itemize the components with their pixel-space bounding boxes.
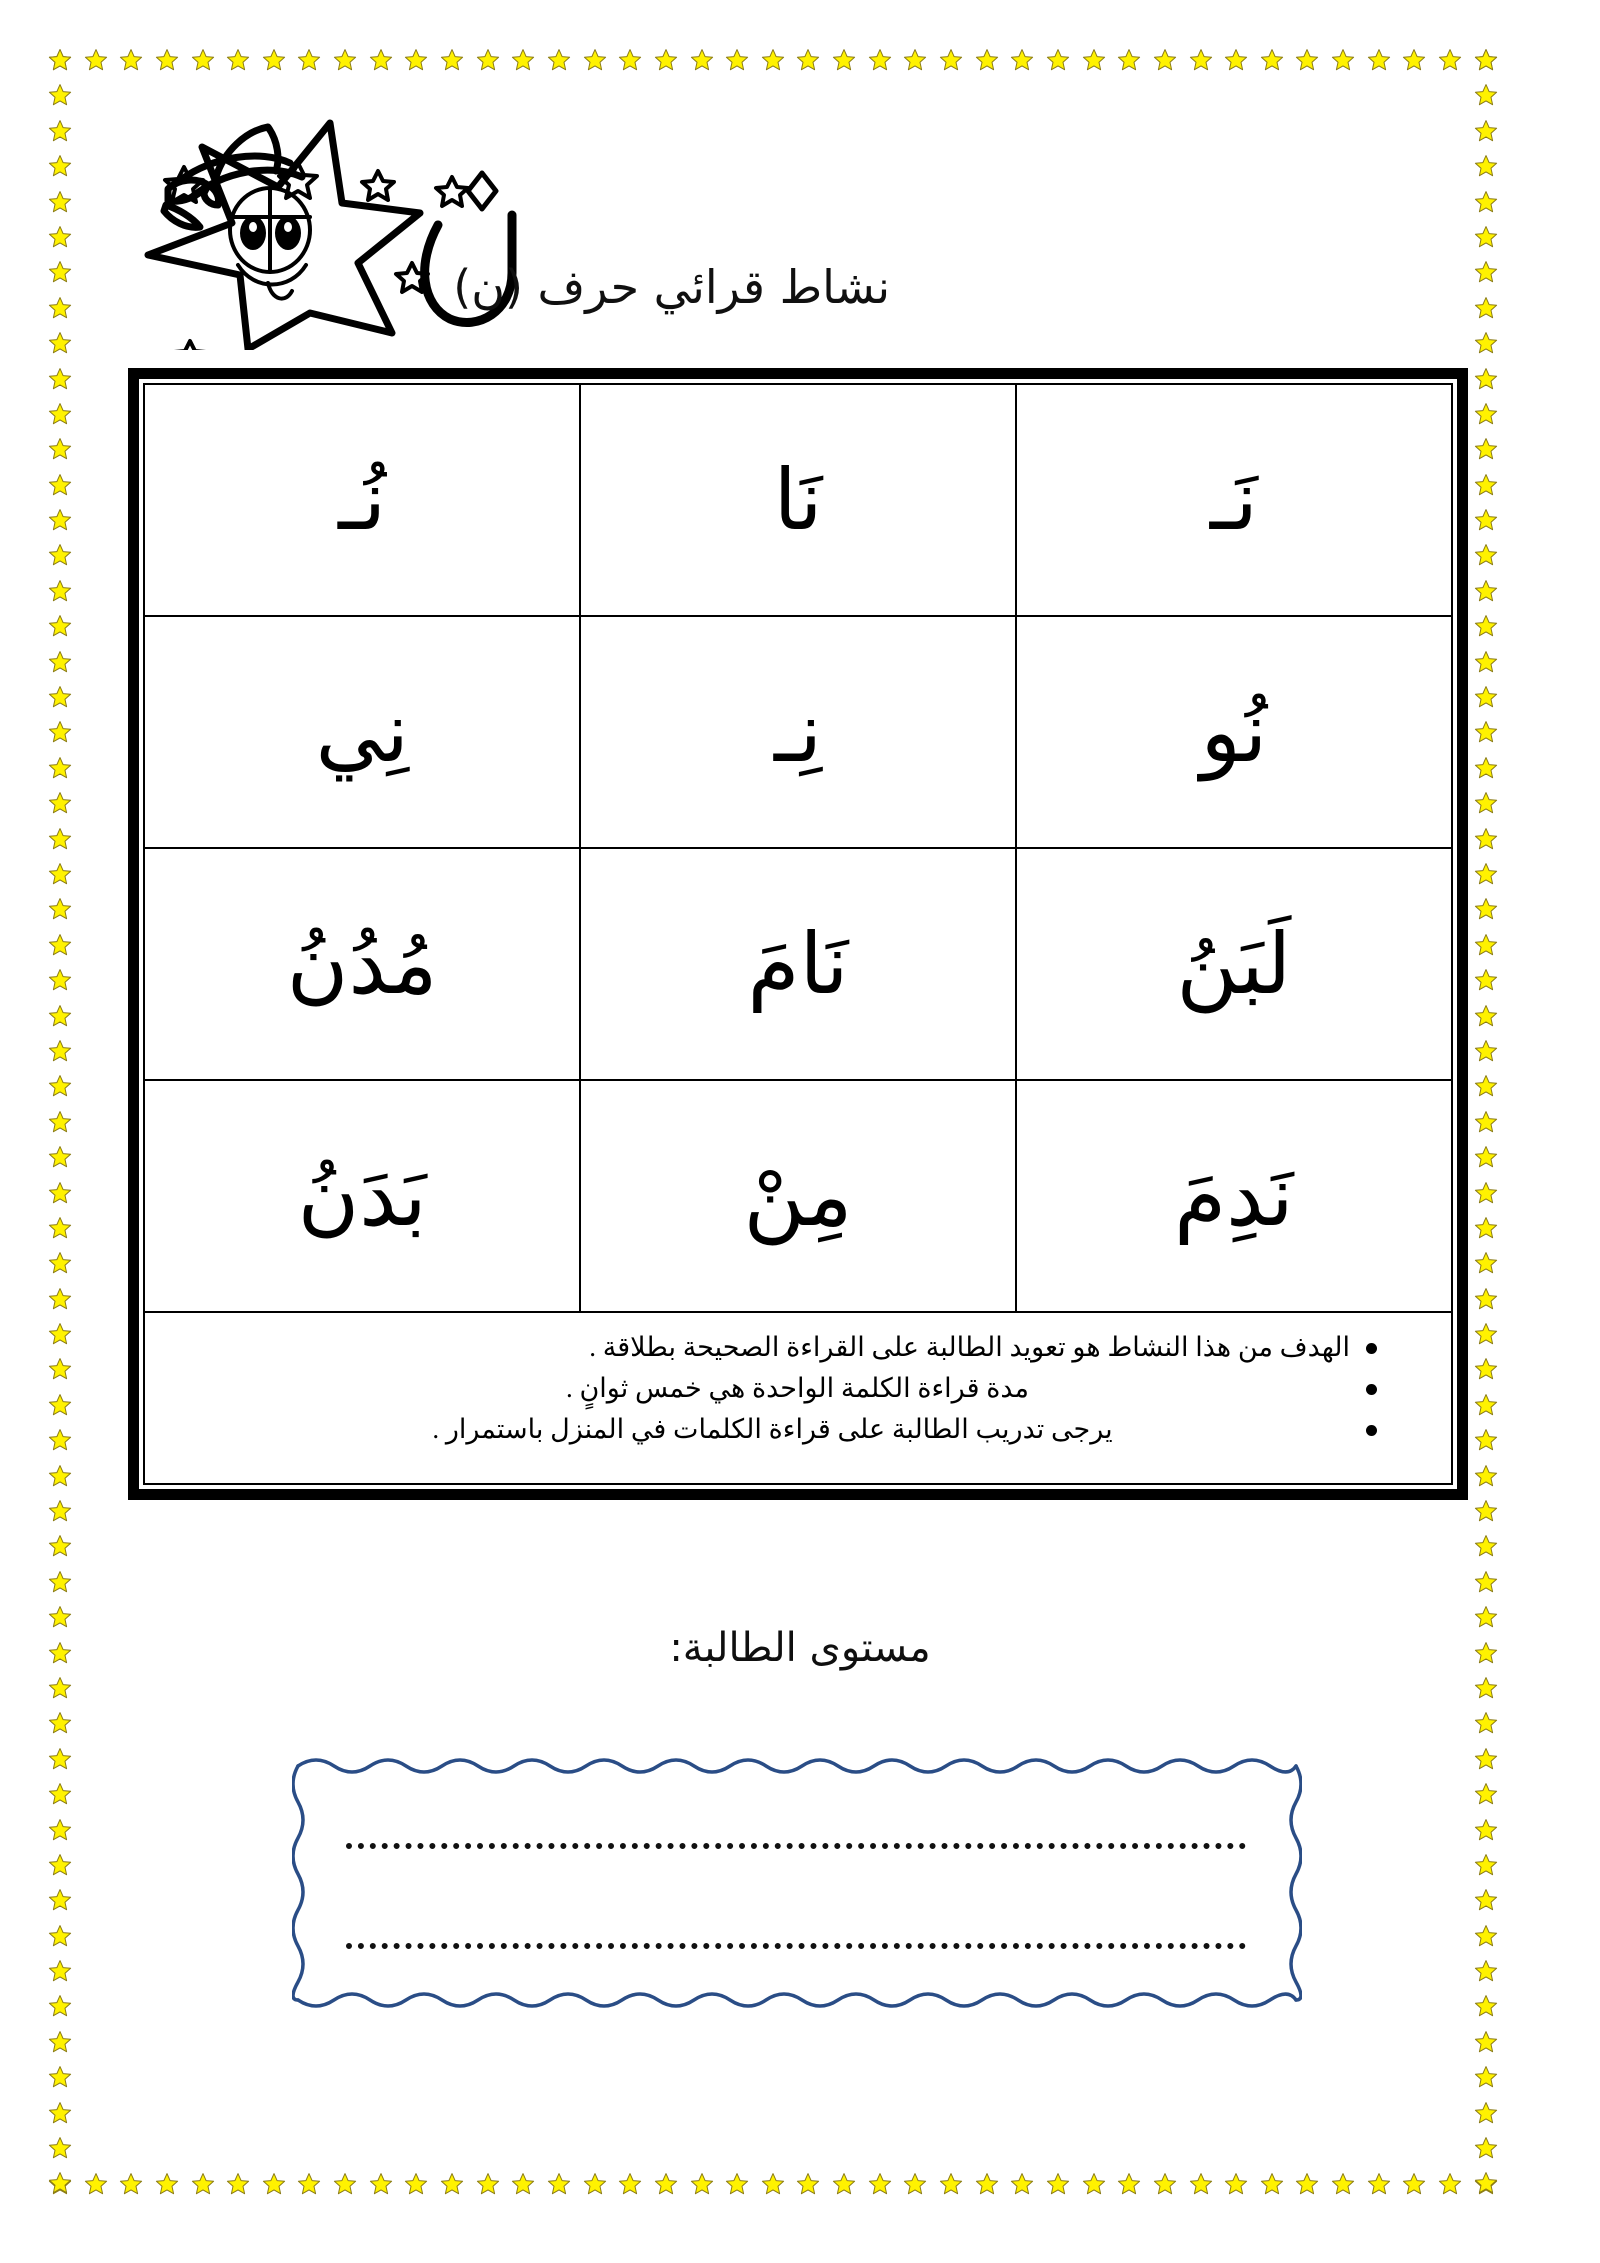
star-icon (48, 579, 74, 605)
star-icon (1367, 48, 1393, 74)
star-icon (1046, 2172, 1072, 2198)
star-icon (155, 2172, 181, 2198)
star-icon (1474, 1039, 1500, 1065)
star-icon (1474, 1322, 1500, 1348)
star-icon (1474, 897, 1500, 923)
table-row (145, 385, 1451, 616)
star-icon (725, 2172, 751, 2198)
star-icon (939, 48, 965, 74)
star-icon (48, 933, 74, 959)
star-icon (761, 48, 787, 74)
star-icon (297, 48, 323, 74)
star-icon (48, 1004, 74, 1030)
level-label: مستوى الطالبة: (669, 1625, 931, 1671)
star-icon (297, 2172, 323, 2198)
star-icon (1474, 1888, 1500, 1914)
star-icon (1474, 119, 1500, 145)
star-icon (48, 897, 74, 923)
list-item (185, 1327, 1381, 1368)
star-icon (476, 48, 502, 74)
star-icon (1438, 2172, 1464, 2198)
words-table-body (145, 385, 1451, 1312)
star-icon (48, 1251, 74, 1277)
star-icon (48, 1074, 74, 1100)
star-icon (48, 1888, 74, 1914)
star-icon (1331, 2172, 1357, 2198)
star-icon (511, 2172, 537, 2198)
worksheet-header (110, 95, 1450, 360)
star-icon (404, 48, 430, 74)
star-icon (761, 2172, 787, 2198)
star-icon (262, 2172, 288, 2198)
star-icon (48, 685, 74, 711)
star-icon (440, 48, 466, 74)
star-icon (369, 2172, 395, 2198)
star-border-left (48, 48, 74, 2198)
star-icon (1331, 48, 1357, 74)
star-icon (1474, 720, 1500, 746)
table-row (145, 848, 1451, 1080)
star-icon (48, 1357, 74, 1383)
star-icon (1474, 1818, 1500, 1844)
star-icon (48, 968, 74, 994)
star-icon (48, 1924, 74, 1950)
star-icon (48, 1711, 74, 1737)
word-cell: مِنْ (580, 1080, 1015, 1312)
star-icon (654, 48, 680, 74)
star-icon (48, 1464, 74, 1490)
star-icon (48, 1994, 74, 2020)
note-text: الهدف من هذا النشاط هو تعويد الطالبة على القراءة الصحيحة بطلاقة . (589, 1332, 1350, 1362)
star-icon (191, 48, 217, 74)
star-icon (1474, 2136, 1500, 2162)
star-icon (1474, 968, 1500, 994)
star-icon (48, 296, 74, 322)
star-icon (48, 1393, 74, 1419)
star-icon (1010, 48, 1036, 74)
star-icon (48, 48, 74, 74)
star-icon (48, 119, 74, 145)
star-icon (226, 48, 252, 74)
answer-line[interactable] (346, 1937, 1246, 1949)
star-icon (511, 48, 537, 74)
star-icon (404, 2172, 430, 2198)
star-icon (1402, 2172, 1428, 2198)
word-cell: نِـ (580, 616, 1015, 848)
star-icon (1474, 1110, 1500, 1136)
star-icon (1474, 862, 1500, 888)
star-icon (1474, 1393, 1500, 1419)
word-cell: لَبَنُ (1016, 848, 1451, 1080)
list-item (185, 1409, 1381, 1450)
star-icon (1474, 48, 1500, 74)
star-icon (1474, 933, 1500, 959)
star-icon (1153, 48, 1179, 74)
star-icon (84, 2172, 110, 2198)
star-icon (48, 1499, 74, 1525)
note-text: مدة قراءة الكلمة الواحدة هي خمس ثوانٍ . (565, 1373, 1030, 1404)
star-icon (939, 2172, 965, 2198)
activity-card (128, 368, 1468, 1500)
level-answer-box[interactable] (292, 1752, 1302, 2014)
star-icon (1474, 579, 1500, 605)
star-icon (690, 48, 716, 74)
word-cell: نِي (145, 616, 580, 848)
star-icon (618, 48, 644, 74)
star-icon (1474, 2101, 1500, 2127)
note-text: يرجى تدريب الطالبة على قراءة الكلمات في المنزل باستمرار . (432, 1414, 1113, 1445)
star-icon (226, 2172, 252, 2198)
star-icon (48, 1428, 74, 1454)
word-cell: نَامَ (580, 848, 1015, 1080)
star-icon (583, 48, 609, 74)
star-icon (48, 862, 74, 888)
star-icon (119, 48, 145, 74)
star-icon (1474, 1711, 1500, 1737)
star-icon (48, 154, 74, 180)
star-icon (1117, 48, 1143, 74)
star-icon (1082, 48, 1108, 74)
star-icon (868, 48, 894, 74)
word-cell: نُـ (145, 385, 580, 616)
star-icon (1474, 331, 1500, 357)
list-item (185, 1368, 1381, 1409)
star-icon (48, 473, 74, 499)
star-icon (1474, 1853, 1500, 1879)
star-icon (48, 1216, 74, 1242)
star-icon (1474, 1747, 1500, 1773)
star-icon (1474, 543, 1500, 569)
star-icon (48, 1782, 74, 1808)
star-icon (1260, 48, 1286, 74)
star-icon (1474, 1464, 1500, 1490)
star-icon (48, 1534, 74, 1560)
star-icon (48, 2065, 74, 2091)
word-cell: نُو (1016, 616, 1451, 848)
star-icon (48, 1322, 74, 1348)
star-icon (48, 1676, 74, 1702)
star-icon (333, 48, 359, 74)
star-icon (1474, 2171, 1500, 2197)
star-icon (1189, 48, 1215, 74)
star-icon (48, 827, 74, 853)
star-icon (1295, 48, 1321, 74)
star-icon (1010, 2172, 1036, 2198)
star-icon (1153, 2172, 1179, 2198)
star-icon (48, 2136, 74, 2162)
star-icon (832, 48, 858, 74)
star-icon (1474, 1994, 1500, 2020)
star-icon (48, 1287, 74, 1313)
star-icon (1474, 827, 1500, 853)
star-border-top (48, 48, 1500, 74)
star-icon (796, 2172, 822, 2198)
wavy-border-icon (292, 1752, 1302, 2014)
star-icon (262, 48, 288, 74)
star-icon (48, 720, 74, 746)
star-icon (48, 260, 74, 286)
star-icon (48, 225, 74, 251)
star-icon (1260, 2172, 1286, 2198)
words-table (145, 385, 1451, 1313)
star-icon (48, 1181, 74, 1207)
star-icon (48, 1818, 74, 1844)
star-icon (654, 2172, 680, 2198)
bullet-icon (1366, 1343, 1377, 1354)
star-border-right (1474, 48, 1500, 2198)
star-icon (975, 48, 1001, 74)
star-icon (1474, 437, 1500, 463)
star-icon (1474, 1145, 1500, 1171)
activity-card-inner (143, 383, 1453, 1485)
star-icon (48, 437, 74, 463)
star-icon (1189, 2172, 1215, 2198)
star-icon (48, 2171, 74, 2197)
star-icon (1474, 1534, 1500, 1560)
star-icon (1402, 48, 1428, 74)
star-icon (476, 2172, 502, 2198)
star-icon (1224, 2172, 1250, 2198)
star-icon (1367, 2172, 1393, 2198)
star-icon (191, 2172, 217, 2198)
star-icon (1474, 296, 1500, 322)
word-cell: مُدُنُ (145, 848, 580, 1080)
star-icon (1474, 1924, 1500, 1950)
star-icon (1046, 48, 1072, 74)
star-icon (1474, 154, 1500, 180)
star-icon (1474, 402, 1500, 428)
star-icon (1224, 48, 1250, 74)
star-icon (48, 1959, 74, 1985)
star-icon (48, 331, 74, 357)
star-icon (48, 1039, 74, 1065)
star-icon (832, 2172, 858, 2198)
star-icon (1474, 473, 1500, 499)
star-icon (333, 2172, 359, 2198)
star-icon (119, 2172, 145, 2198)
star-icon (1474, 1357, 1500, 1383)
star-icon (796, 48, 822, 74)
star-icon (1474, 225, 1500, 251)
star-icon (1082, 2172, 1108, 2198)
star-icon (1474, 1181, 1500, 1207)
star-icon (1474, 1676, 1500, 1702)
star-icon (1474, 1216, 1500, 1242)
notes-list (145, 1313, 1451, 1483)
star-icon (1474, 367, 1500, 393)
star-icon (547, 2172, 573, 2198)
star-icon (48, 1110, 74, 1136)
star-icon (1117, 2172, 1143, 2198)
star-icon (84, 48, 110, 74)
star-border-bottom (48, 2172, 1500, 2198)
star-icon (48, 2030, 74, 2056)
star-icon (725, 48, 751, 74)
star-icon (903, 48, 929, 74)
star-icon (48, 756, 74, 782)
star-icon (48, 83, 74, 109)
star-icon (1474, 1287, 1500, 1313)
star-icon (48, 402, 74, 428)
star-icon (1474, 1570, 1500, 1596)
star-icon (1474, 1074, 1500, 1100)
star-icon (48, 791, 74, 817)
star-icon (1474, 1004, 1500, 1030)
star-icon (1474, 1251, 1500, 1277)
answer-line[interactable] (346, 1837, 1246, 1849)
bullet-icon (1366, 1384, 1377, 1395)
star-icon (48, 190, 74, 216)
star-icon (1474, 1428, 1500, 1454)
star-icon (48, 1853, 74, 1879)
star-icon (48, 508, 74, 534)
word-cell: نَا (580, 385, 1015, 616)
star-icon (547, 48, 573, 74)
table-row (145, 1080, 1451, 1312)
star-icon (1474, 614, 1500, 640)
word-cell: نَدِمَ (1016, 1080, 1451, 1312)
page-title: نشاط قرائي حرف (ن) (453, 260, 890, 314)
star-icon (1474, 791, 1500, 817)
star-icon (1474, 1499, 1500, 1525)
star-icon (369, 48, 395, 74)
star-icon (1474, 83, 1500, 109)
star-icon (1474, 2065, 1500, 2091)
star-icon (1474, 2030, 1500, 2056)
star-icon (1474, 1959, 1500, 1985)
star-icon (903, 2172, 929, 2198)
star-icon (1474, 260, 1500, 286)
star-icon (583, 2172, 609, 2198)
star-icon (690, 2172, 716, 2198)
star-icon (1474, 508, 1500, 534)
star-icon (1438, 48, 1464, 74)
star-icon (975, 2172, 1001, 2198)
star-icon (48, 1570, 74, 1596)
star-icon (48, 543, 74, 569)
star-icon (1474, 756, 1500, 782)
star-icon (1474, 190, 1500, 216)
star-icon (1295, 2172, 1321, 2198)
star-icon (48, 1747, 74, 1773)
star-icon (440, 2172, 466, 2198)
star-icon (48, 650, 74, 676)
star-icon (1474, 685, 1500, 711)
star-icon (618, 2172, 644, 2198)
bullet-icon (1366, 1425, 1377, 1436)
star-icon (155, 48, 181, 74)
star-icon (868, 2172, 894, 2198)
star-icon (48, 367, 74, 393)
word-cell: بَدَنُ (145, 1080, 580, 1312)
star-icon (48, 2101, 74, 2127)
star-icon (48, 614, 74, 640)
table-row (145, 616, 1451, 848)
star-icon (1474, 1782, 1500, 1808)
star-icon (1474, 650, 1500, 676)
word-cell: نَـ (1016, 385, 1451, 616)
star-icon (48, 1145, 74, 1171)
